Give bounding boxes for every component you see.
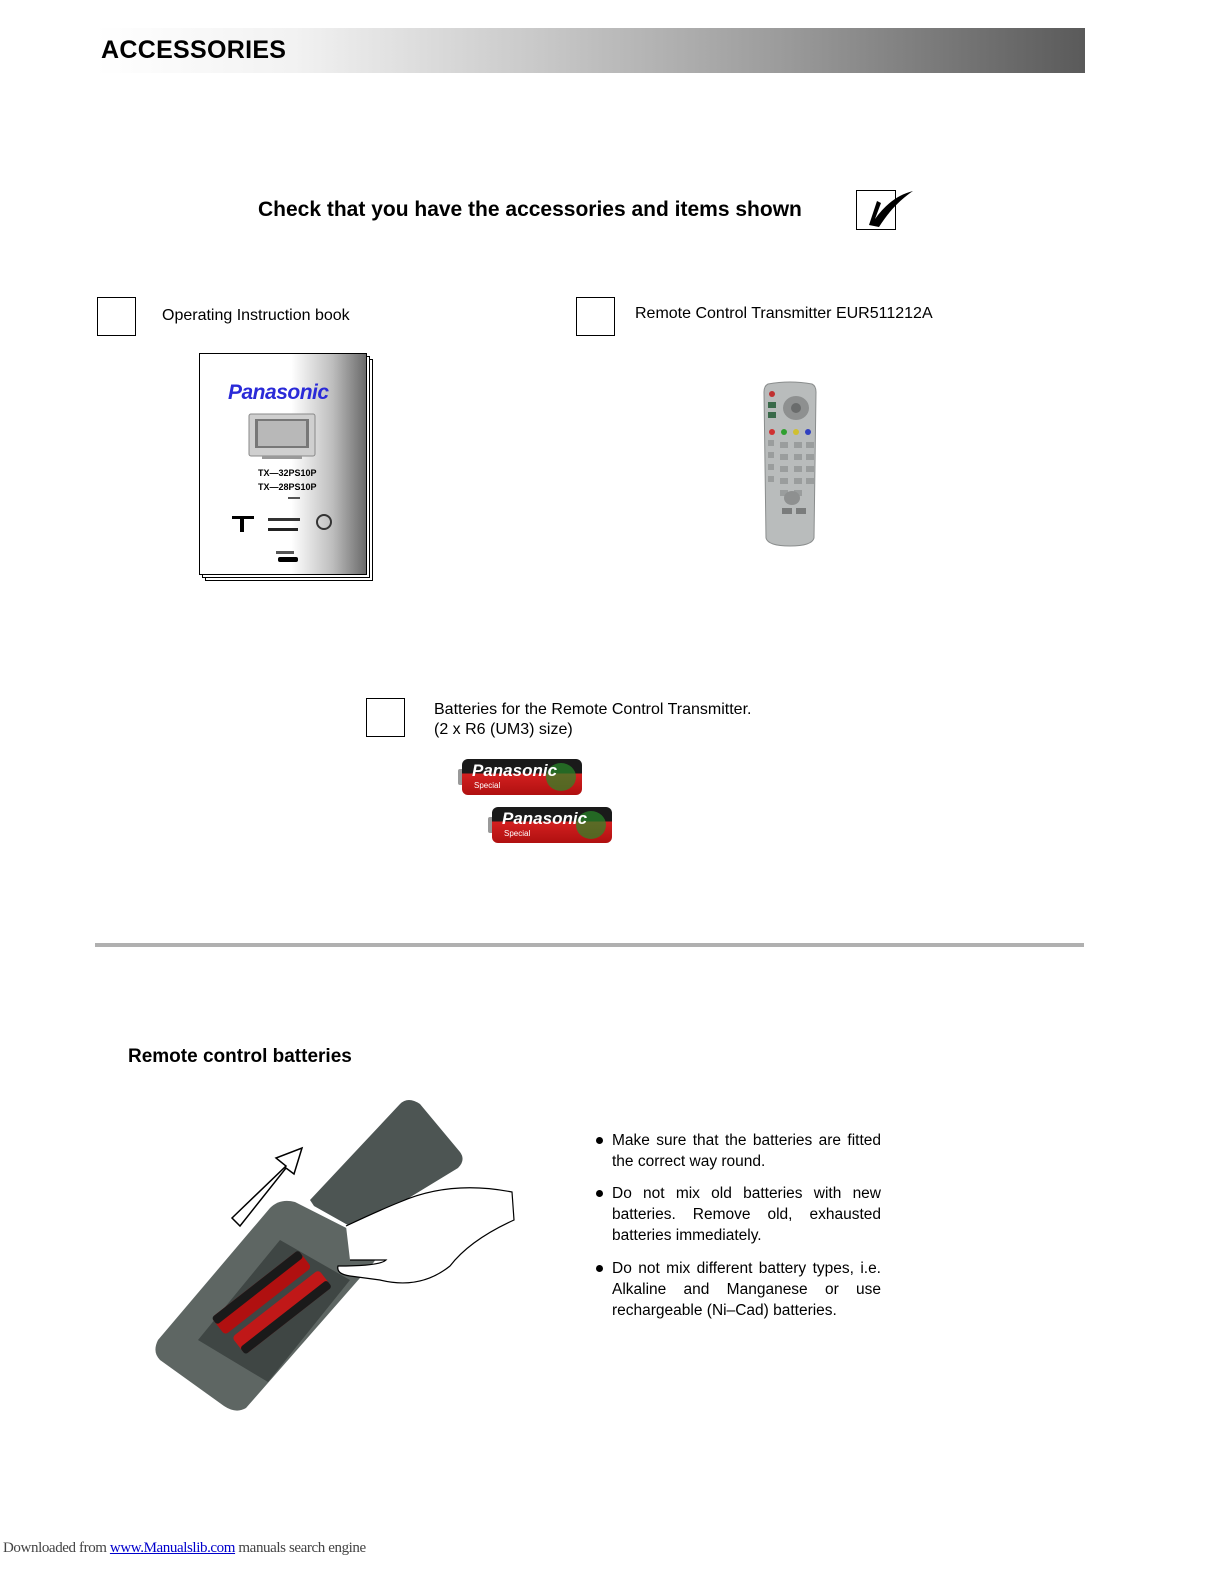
book-checkbox[interactable] [97, 297, 136, 336]
batteries-label-line1: Batteries for the Remote Control Transmitter. [434, 701, 752, 718]
section-divider [95, 943, 1084, 947]
book-model-2: TX—28PS10P [258, 482, 317, 492]
bullet-text-1: Make sure that the batteries are fitted the correct way round. [612, 1132, 881, 1170]
remote-label: Remote Control Transmitter EUR511212A [635, 305, 933, 322]
manualslib-link[interactable]: www.Manualslib.com [109, 1540, 236, 1556]
instruction-book-image [199, 353, 371, 579]
tv-picture-icon [248, 412, 316, 460]
remote-control-icon [762, 380, 818, 548]
footer-suffix: manuals search engine [235, 1540, 366, 1556]
battery-image-2 [488, 807, 612, 843]
footer-prefix: Downloaded from [3, 1540, 110, 1556]
battery-2-brand: Panasonic [502, 809, 588, 828]
battery-insertion-illustration [150, 1090, 520, 1415]
book-label: Operating Instruction book [162, 307, 350, 324]
remote-checkbox[interactable] [576, 297, 615, 336]
bullet-text-2: Do not mix old batteries with new batteries. Remove old, exhausted batteries immediately. [612, 1185, 881, 1244]
checkmark-icon [857, 185, 915, 229]
feature-logos-icon [230, 510, 340, 538]
page-title: ACCESSORIES [101, 36, 287, 64]
battery-image-1 [458, 759, 582, 795]
checkmark-box [856, 190, 896, 230]
bullet-item [596, 1130, 881, 1172]
batteries-label [434, 700, 751, 740]
battery-2-sub: Special [504, 829, 531, 838]
section-title: Remote control batteries [128, 1046, 352, 1067]
battery-1-brand: Panasonic [472, 761, 558, 780]
bullet-item [596, 1183, 881, 1246]
bullet-text-3: Do not mix different battery types, i.e. Alkaline and Manganese or use rechargeable (Ni–Cad) batteries. [612, 1260, 881, 1319]
check-heading: Check that you have the accessories and items shown [258, 198, 802, 221]
bullet-item [596, 1258, 881, 1321]
footer [3, 1540, 366, 1557]
book-brand: Panasonic [228, 381, 329, 404]
battery-1-sub: Special [474, 781, 501, 790]
batteries-label-line2: (2 x R6 (UM3) size) [434, 721, 573, 738]
book-model-1: TX—32PS10P [258, 468, 317, 478]
batteries-checkbox[interactable] [366, 698, 405, 737]
